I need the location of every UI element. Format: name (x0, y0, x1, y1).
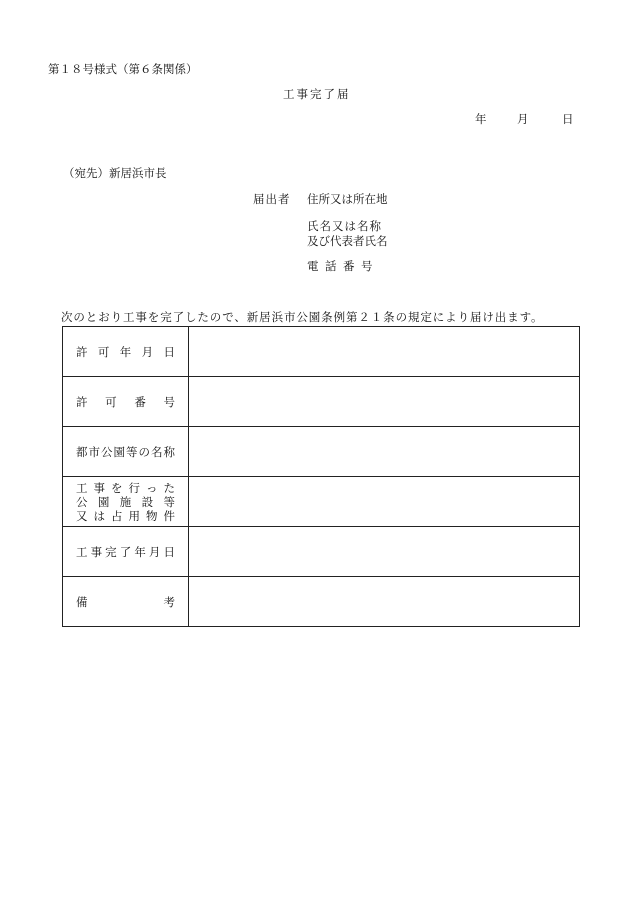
row-label-text: 又 は 占 用 物 件 (76, 508, 175, 523)
table-row (63, 527, 580, 577)
row-value-cell[interactable] (189, 477, 580, 527)
info-table (62, 326, 580, 627)
date-line (475, 111, 574, 127)
date-month-label: 月 (517, 112, 529, 126)
row-label-text: 公 園 施 設 等 (76, 494, 175, 509)
notifier-name-label: 氏名又は名称 (307, 219, 382, 233)
row-label-text: 許 可 番 号 (76, 394, 175, 409)
row-label-cell (63, 327, 189, 377)
row-value-cell[interactable] (189, 327, 580, 377)
row-value-cell[interactable] (189, 427, 580, 477)
row-label-text: 都 市 公 園 等 の 名 称 (76, 444, 175, 459)
table-row (63, 477, 580, 527)
table-row (63, 577, 580, 627)
row-value-cell[interactable] (189, 577, 580, 627)
notifier-label: 届出者 (253, 192, 291, 206)
row-label-text: 工 事 を 行 っ た (76, 480, 175, 495)
date-day-label: 日 (562, 112, 574, 126)
notifier-address-label: 住所又は所在地 (307, 192, 388, 206)
row-label-cell (63, 477, 189, 527)
form-number: 第１８号様式（第６条関係） (48, 62, 198, 76)
table-row (63, 327, 580, 377)
date-year-label: 年 (475, 112, 487, 126)
notifier-phone-label: 電話番号 (307, 259, 379, 273)
statement-text: 次のとおり工事を完了したので、新居浜市公園条例第２１条の規定により届け出ます。 (61, 310, 544, 324)
row-label-cell (63, 577, 189, 627)
row-label-text: 工 事 完 了 年 月 日 (76, 544, 175, 559)
row-value-cell[interactable] (189, 527, 580, 577)
row-label-text: 備 考 (76, 594, 175, 609)
notifier-representative-label: 及び代表者氏名 (307, 234, 388, 248)
table-row (63, 427, 580, 477)
row-label-cell (63, 527, 189, 577)
row-label-cell (63, 427, 189, 477)
addressee: （宛先）新居浜市長 (63, 166, 167, 180)
row-label-cell (63, 377, 189, 427)
row-label-text: 許 可 年 月 日 (76, 344, 175, 359)
document-title: 工事完了届 (283, 87, 351, 101)
row-value-cell[interactable] (189, 377, 580, 427)
table-row (63, 377, 580, 427)
